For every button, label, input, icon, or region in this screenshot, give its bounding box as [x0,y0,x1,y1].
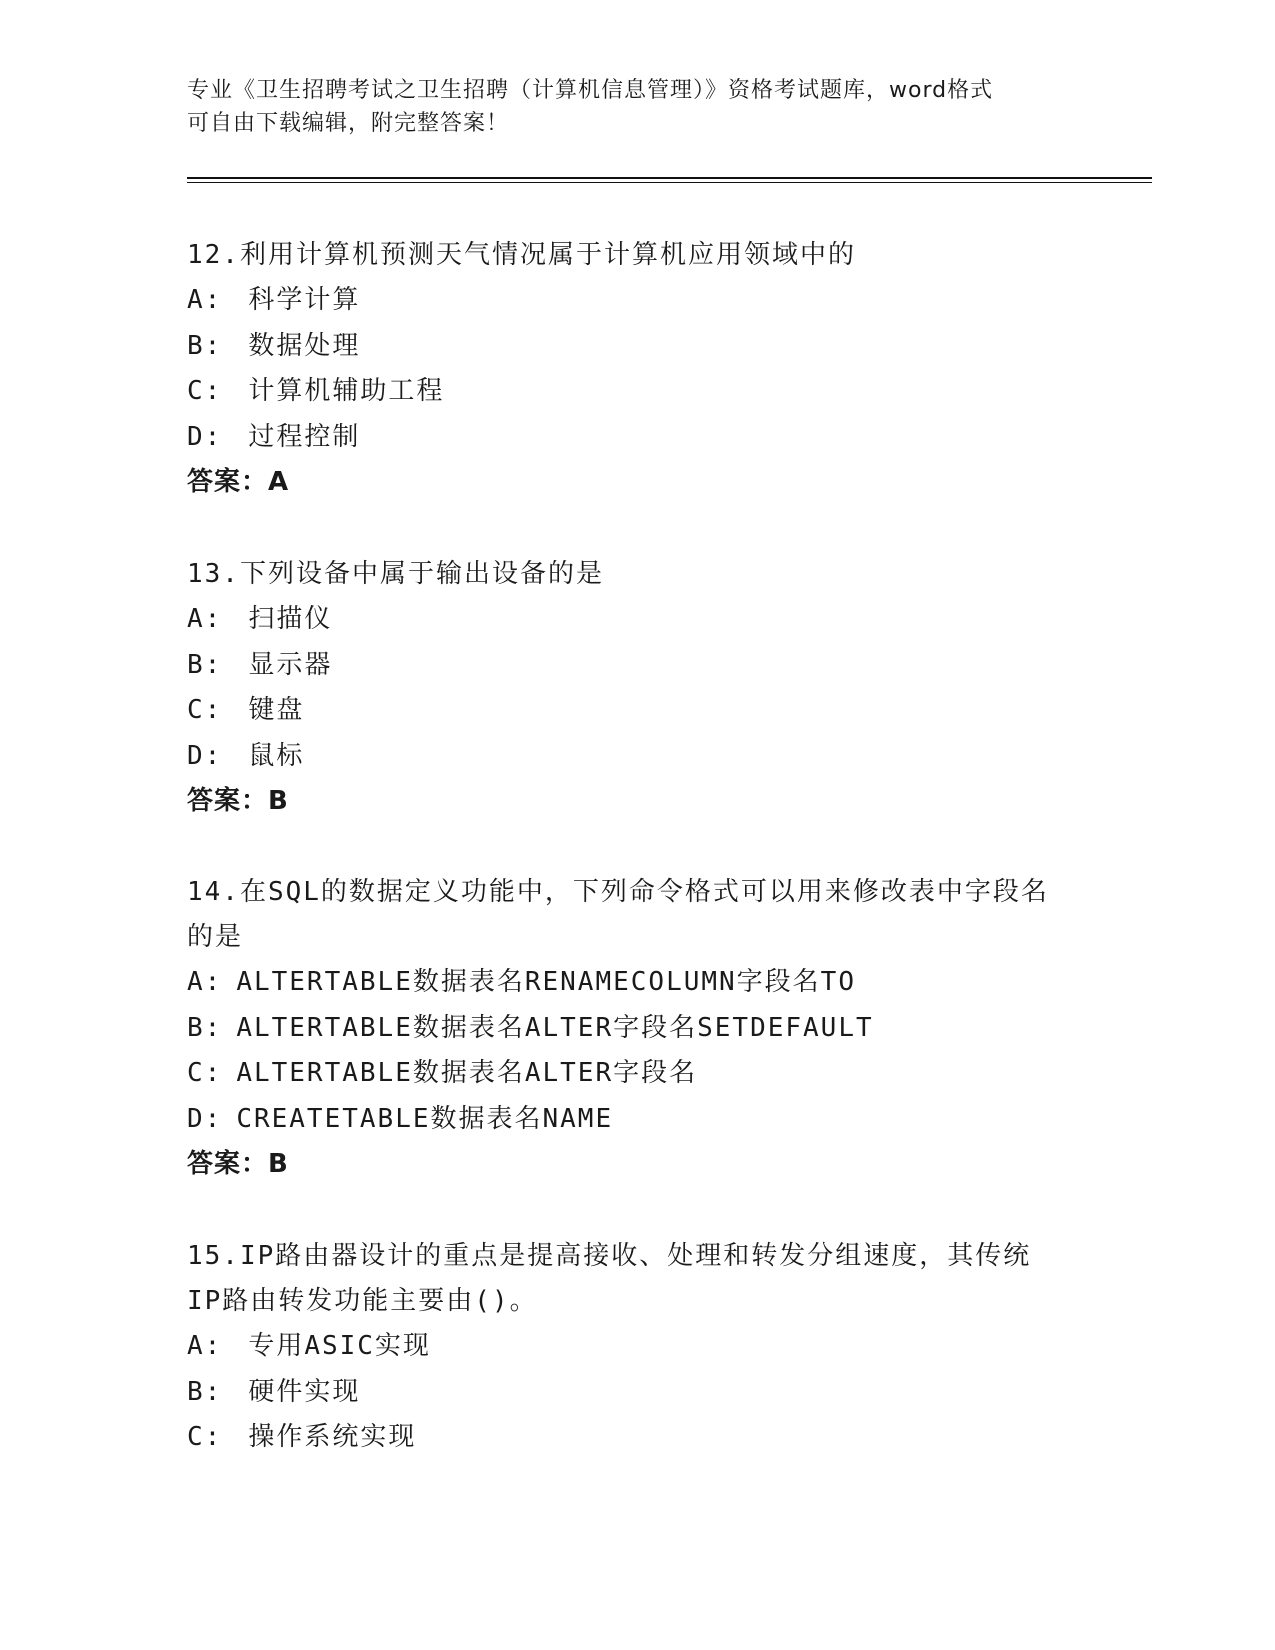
option-text: 扫描仪 [248,604,333,634]
option-text: ALTERTABLE数据表名ALTER字段名SETDEFAULT [236,1012,874,1043]
option-a [187,1324,1087,1370]
header-line-1: 专业《卫生招聘考试之卫生招聘（计算机信息管理）》资格考试题库，word格式 [187,78,994,103]
option-text: 操作系统实现 [248,1422,417,1452]
option-text: 专用ASIC实现 [248,1331,431,1361]
question-14 [187,870,1087,1187]
option-text: ALTERTABLE数据表名RENAMECOLUMN字段名TO [236,967,856,997]
option-letter: D: [187,740,223,771]
option-letter: B: [187,330,223,361]
option-text: 键盘 [248,695,305,725]
question-stem-line-2: 的是 [187,922,244,952]
option-text: ALTERTABLE数据表名ALTER字段名 [236,1058,698,1088]
option-letter: A: [187,967,223,997]
option-text: 硬件实现 [248,1376,361,1407]
option-text: 显示器 [248,649,333,680]
option-letter: D: [187,1103,223,1134]
option-letter: D: [187,421,223,452]
option-d [187,415,1087,461]
question-stem: 12.利用计算机预测天气情况属于计算机应用领域中的 [187,240,856,270]
option-d [187,734,1087,780]
option-c [187,688,1087,734]
header-line-2: 可自由下载编辑，附完整答案！ [187,111,510,136]
answer-line: 答案：B [187,786,289,816]
option-a [187,597,1087,643]
option-letter: A: [187,1331,223,1361]
option-b [187,1370,1087,1416]
option-a [187,960,1087,1006]
option-letter: C: [187,376,223,406]
header-divider-thick [187,177,1152,179]
answer-line: 答案：B [187,1149,289,1179]
question-stem-line-1: 14.在SQL的数据定义功能中，下列命令格式可以用来修改表中字段名 [187,877,1049,907]
option-letter: C: [187,1058,223,1088]
option-text: CREATETABLE数据表名NAME [236,1103,614,1134]
option-c [187,1415,1087,1461]
header-divider-thin [187,182,1152,183]
document-header [187,74,1087,140]
question-15 [187,1234,1087,1461]
option-letter: C: [187,695,223,725]
option-b [187,324,1087,370]
option-text: 数据处理 [248,330,361,361]
option-text: 鼠标 [248,740,305,771]
option-a [187,278,1087,324]
option-c [187,1051,1087,1097]
question-stem: 13.下列设备中属于输出设备的是 [187,559,604,589]
option-text: 计算机辅助工程 [248,376,445,406]
option-b [187,643,1087,689]
question-stem-line-2: IP路由转发功能主要由()。 [187,1286,538,1316]
option-c [187,369,1087,415]
option-text: 科学计算 [248,285,361,315]
option-letter: C: [187,1422,223,1452]
question-stem-line-1: 15.IP路由器设计的重点是提高接收、处理和转发分组速度，其传统 [187,1241,1032,1271]
option-letter: B: [187,1012,223,1043]
option-letter: B: [187,649,223,680]
question-13 [187,552,1087,824]
option-letter: A: [187,604,223,634]
option-d [187,1097,1087,1143]
option-letter: A: [187,285,223,315]
option-text: 过程控制 [248,421,361,452]
option-b [187,1006,1087,1052]
option-letter: B: [187,1376,223,1407]
answer-line: 答案：A [187,467,290,497]
question-12 [187,233,1087,505]
